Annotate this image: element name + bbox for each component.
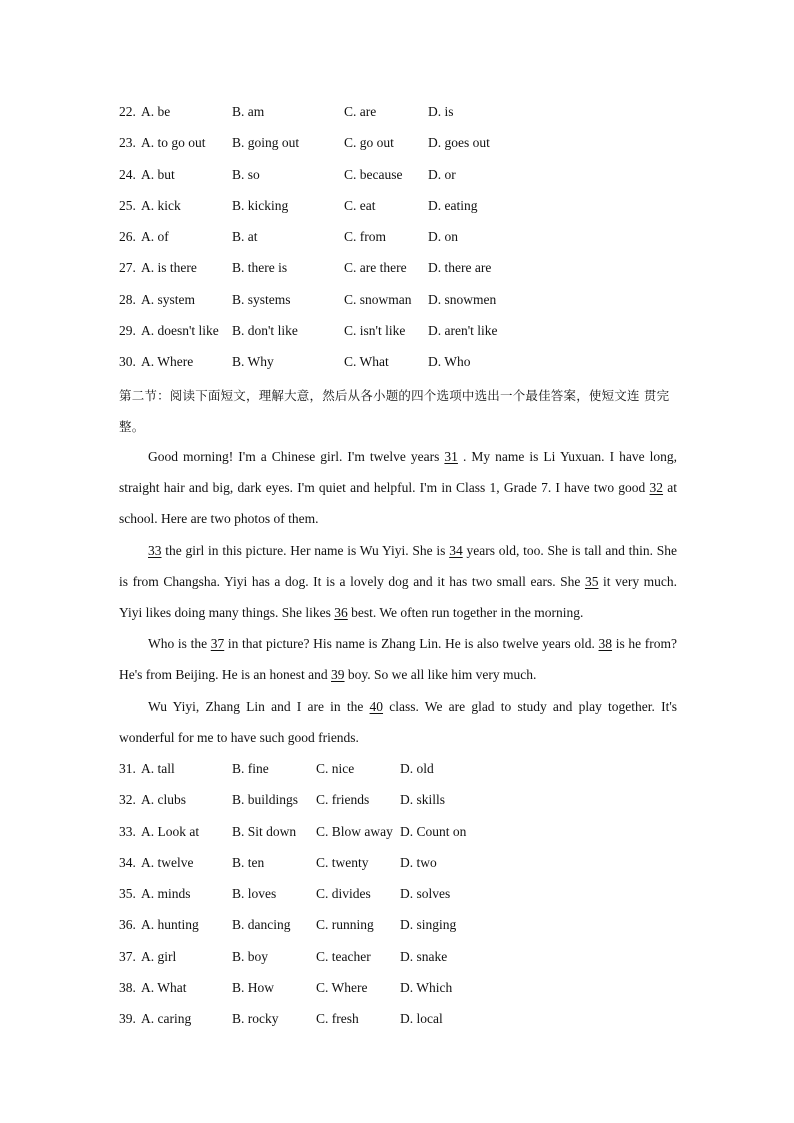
option-a: A. Where	[141, 354, 194, 369]
option-c: C. What	[344, 354, 389, 369]
option-b: B. How	[232, 979, 275, 995]
option-c: C. fresh	[316, 1011, 359, 1026]
passage-paragraph-4	[119, 691, 677, 753]
passage-text: in that picture? His name is Zhang Lin. He is also twelve years old.	[224, 636, 599, 652]
passage-paragraph-2	[119, 535, 677, 629]
passage-text: Who is the	[148, 636, 211, 652]
passage-paragraph-3	[119, 628, 677, 690]
option-b: B. rocky	[232, 1011, 279, 1026]
option-d: D. there are	[428, 260, 492, 276]
option-a: A. of	[141, 229, 169, 244]
option-d: D. aren't like	[428, 322, 498, 338]
question-number: 26.	[119, 229, 136, 244]
option-d: D. two	[400, 854, 437, 870]
question-number: 36.	[119, 917, 136, 933]
blank-39: 39	[331, 667, 345, 683]
question-number: 37.	[119, 948, 136, 964]
option-d: D. local	[400, 1011, 443, 1026]
option-d: D. solves	[400, 886, 451, 901]
question-number: 38.	[119, 979, 136, 995]
option-b: B. at	[232, 229, 258, 244]
question-number: 35.	[119, 886, 136, 901]
option-a: A. Look at	[141, 823, 200, 839]
option-b: B. there is	[232, 260, 288, 276]
option-a: A. hunting	[141, 917, 199, 933]
option-d: D. skills	[400, 792, 446, 808]
option-b: B. so	[232, 166, 260, 182]
option-d: D. or	[428, 166, 456, 182]
option-b: B. don't like	[232, 322, 298, 338]
option-c: C. snowman	[344, 291, 412, 307]
option-d: D. Count on	[400, 823, 467, 839]
option-a: A. but	[141, 166, 175, 182]
option-a: A. twelve	[141, 854, 194, 870]
question-number: 32.	[119, 792, 136, 808]
passage-text: the girl in this picture. Her name is Wu Yiyi. She is	[161, 542, 450, 558]
option-b: B. buildings	[232, 792, 299, 808]
option-c: C. twenty	[316, 854, 369, 870]
option-c: C. go out	[344, 135, 394, 151]
option-d: D. snake	[400, 948, 448, 964]
question-number: 29.	[119, 322, 136, 338]
option-a: A. clubs	[141, 792, 186, 808]
option-c: C. divides	[316, 886, 371, 901]
option-d: D. goes out	[428, 135, 490, 151]
option-c: C. are there	[344, 260, 407, 276]
option-a: A. caring	[141, 1011, 192, 1026]
passage-text: Good morning! I'm a Chinese girl. I'm twelve years	[148, 449, 445, 464]
blank-34: 34	[449, 542, 463, 558]
question-number: 25.	[119, 197, 136, 213]
question-number: 31.	[119, 761, 136, 776]
option-a: A. kick	[141, 197, 181, 213]
passage-text: . My name is Li Yuxuan. I have long, straight hair and big, dark eyes. I'm quiet and helpful. I'm in Class 1, Grade 7. I have two good	[119, 449, 677, 496]
reading-passage	[119, 441, 677, 753]
option-a: A. to go out	[141, 135, 206, 151]
option-c: C. because	[344, 166, 403, 182]
passage-text: it very much. Yiyi likes doing many things. She likes	[119, 573, 678, 621]
option-b: B. ten	[232, 854, 265, 870]
option-a: A. system	[141, 291, 195, 307]
option-c: C. teacher	[316, 948, 371, 964]
blank-38: 38	[598, 636, 613, 652]
question-number: 27.	[119, 260, 136, 276]
option-c: C. Where	[316, 979, 368, 995]
passage-text: years old, too. She is tall and thin. She is from Changsha. Yiyi has a dog. It is a lovely dog and it has two small ears. She	[119, 542, 677, 589]
passage-text: is he from? He's from Beijing. He is an honest and	[119, 636, 678, 683]
option-a: A. be	[141, 104, 171, 119]
option-b: B. fine	[232, 761, 269, 776]
question-number: 33.	[119, 823, 136, 839]
option-b: B. systems	[232, 291, 291, 307]
option-b: B. boy	[232, 948, 269, 964]
option-d: D. singing	[400, 917, 457, 933]
option-d: D. on	[428, 229, 458, 244]
blank-35: 35	[584, 573, 599, 589]
question-number: 28.	[119, 291, 136, 307]
passage-text: Wu Yiyi, Zhang Lin and I are in the	[148, 698, 370, 714]
question-number: 39.	[119, 1011, 136, 1026]
passage-text: at school. Here are two photos of them.	[119, 480, 677, 527]
question-number: 34.	[119, 854, 136, 870]
blank-33: 33	[148, 542, 162, 558]
option-d: D. snowmen	[428, 291, 497, 307]
option-b: B. Sit down	[232, 823, 297, 839]
option-a: A. doesn't like	[141, 322, 219, 338]
option-b: B. dancing	[232, 917, 291, 933]
option-c: C. isn't like	[344, 322, 406, 338]
option-c: C. friends	[316, 792, 370, 808]
option-c: C. are	[344, 104, 377, 119]
blank-37: 37	[210, 636, 225, 652]
question-number: 30.	[119, 354, 136, 369]
option-a: A. What	[141, 979, 187, 995]
option-c: C. eat	[344, 197, 376, 213]
blank-36: 36	[334, 605, 348, 621]
question-number: 24.	[119, 166, 136, 182]
option-b: B. going out	[232, 135, 300, 151]
passage-paragraph-1	[119, 441, 677, 535]
option-d: D. Which	[400, 979, 453, 995]
option-c: C. nice	[316, 761, 355, 776]
passage-text: class. We are glad to study and play together. It's wonderful for me to have such good friends.	[119, 698, 678, 745]
option-c: C. running	[316, 917, 374, 933]
option-b: B. Why	[232, 354, 274, 369]
option-c: C. Blow away	[316, 823, 393, 839]
blank-32: 32	[649, 480, 664, 496]
option-a: A. tall	[141, 761, 175, 776]
passage-text: best. We often run together in the morning.	[347, 605, 584, 621]
option-d: D. Who	[428, 354, 471, 369]
option-a: A. minds	[141, 886, 191, 901]
blank-40: 40	[369, 698, 384, 714]
option-b: B. loves	[232, 886, 277, 901]
option-d: D. old	[400, 761, 434, 776]
question-number: 22.	[119, 104, 136, 119]
option-b: B. kicking	[232, 197, 289, 213]
blank-31: 31	[444, 449, 458, 464]
passage-text: boy. So we all like him very much.	[344, 667, 537, 683]
option-b: B. am	[232, 104, 265, 119]
option-c: C. from	[344, 229, 386, 244]
section-2-instructions: 第二节：阅读下面短文，理解大意，然后从各小题的四个选项中选出一个最佳答案，使短文连 贯完整。	[119, 388, 670, 434]
question-number: 23.	[119, 135, 136, 151]
option-d: D. eating	[428, 197, 478, 213]
option-a: A. girl	[141, 948, 177, 964]
option-d: D. is	[428, 104, 454, 119]
option-a: A. is there	[141, 260, 197, 276]
